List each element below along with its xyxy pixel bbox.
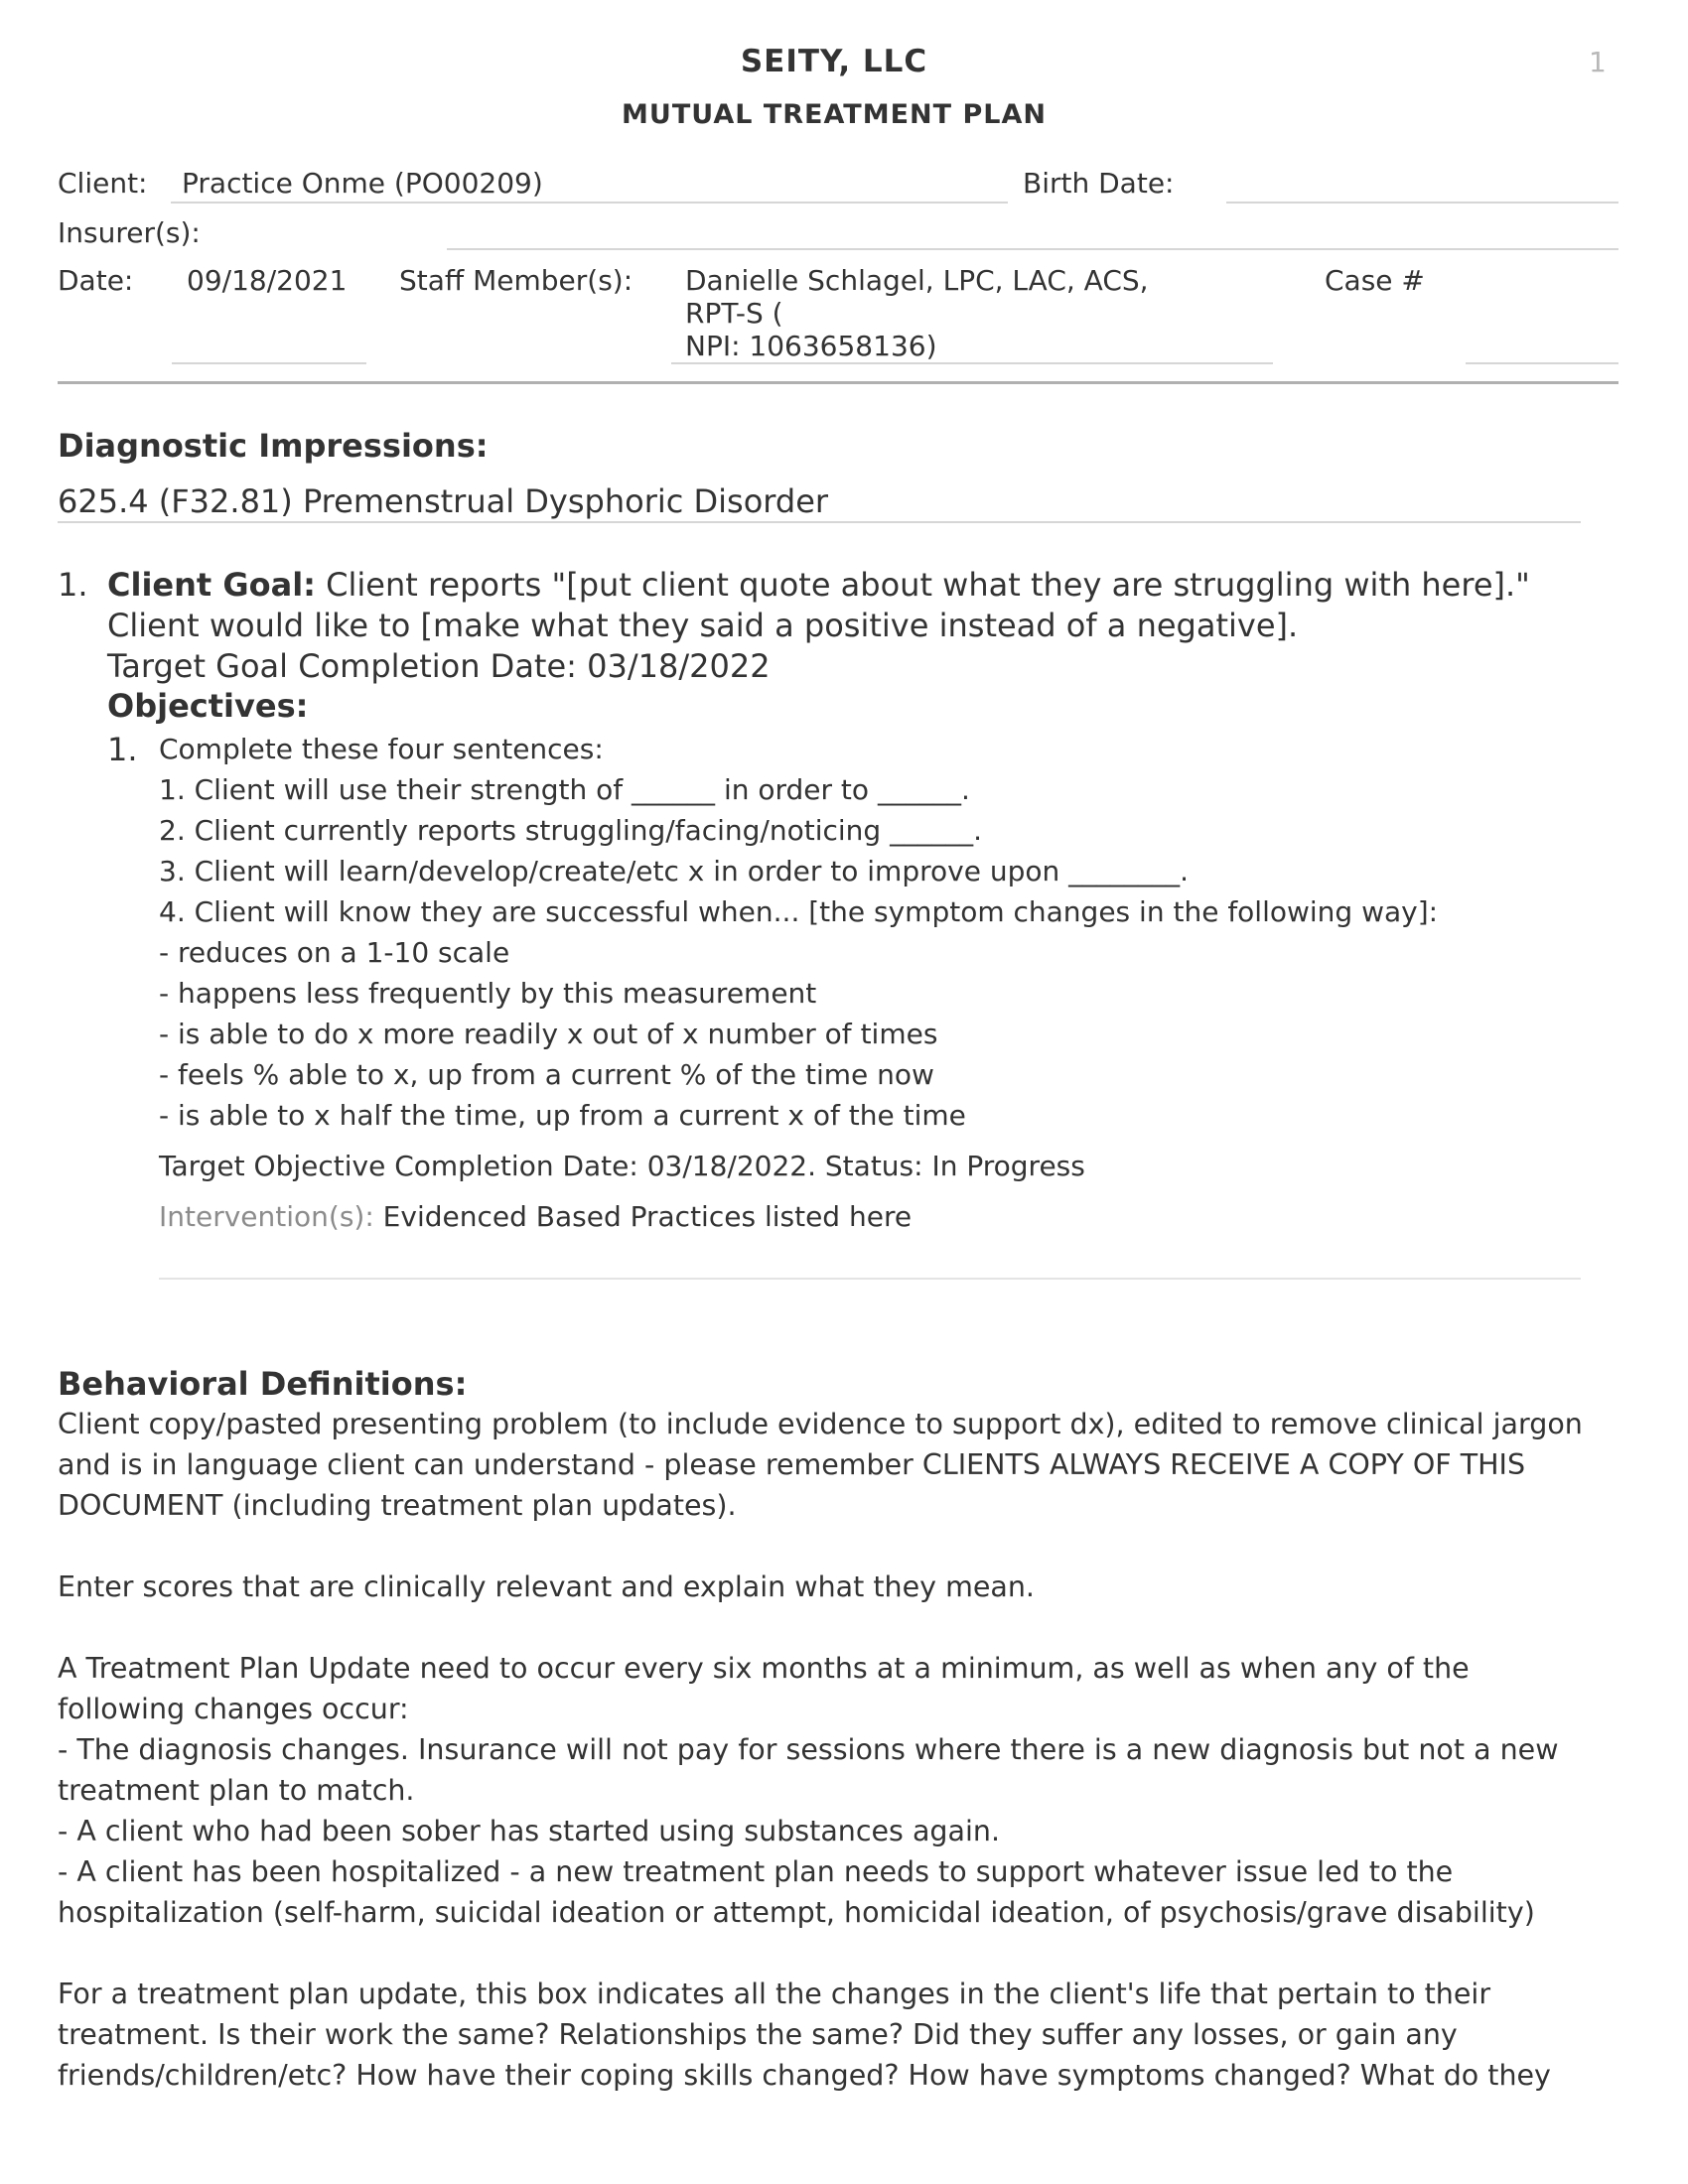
company-name: SEITY, LLC: [740, 44, 928, 79]
diagnosis-underline: [58, 521, 1581, 523]
objective-divider: [159, 1278, 1581, 1280]
staff-line-3: NPI: 1063658136): [685, 330, 937, 362]
client-label: Client:: [58, 167, 148, 200]
behavioral-line: A Treatment Plan Update need to occur every six months at a minimum, as well as when any of the: [58, 1652, 1470, 1685]
objective-line: - is able to x half the time, up from a current x of the time: [159, 1099, 966, 1132]
objective-line: 2. Client currently reports struggling/facing/noticing ______.: [159, 814, 982, 847]
behavioral-line: DOCUMENT (including treatment plan updates).: [58, 1489, 737, 1522]
staff-label: Staff Member(s):: [399, 264, 633, 297]
goal-target-date: Target Goal Completion Date: 03/18/2022: [107, 647, 771, 685]
behavioral-line: treatment plan to match.: [58, 1774, 415, 1807]
objective-line: Complete these four sentences:: [159, 733, 604, 765]
goal-label: Client Goal:: [107, 566, 316, 604]
date-label: Date:: [58, 264, 134, 297]
behavioral-line: friends/children/etc? How have their coping skills changed? How have symptoms changed? What do they: [58, 2059, 1551, 2092]
case-underline: [1466, 362, 1618, 364]
objective-target: Target Objective Completion Date: 03/18/2022. Status: In Progress: [159, 1150, 1085, 1182]
intervention-line: [159, 1200, 912, 1233]
diagnosis-item: 625.4 (F32.81) Premenstrual Dysphoric Disorder: [58, 482, 829, 520]
goal-line-1: [107, 566, 1530, 604]
date-underline: [172, 362, 366, 364]
birth-date-label: Birth Date:: [1023, 167, 1175, 200]
diagnostic-heading: Diagnostic Impressions:: [58, 427, 489, 465]
birth-date-underline: [1226, 202, 1618, 204]
behavioral-line: hospitalization (self-harm, suicidal ideation or attempt, homicidal ideation, of psychosis/grave disability): [58, 1896, 1535, 1929]
objective-line: - reduces on a 1-10 scale: [159, 936, 510, 969]
intervention-value: Evidenced Based Practices listed here: [373, 1200, 913, 1233]
document-title: MUTUAL TREATMENT PLAN: [622, 99, 1047, 130]
insurer-label: Insurer(s):: [58, 216, 201, 249]
behavioral-line: treatment. Is their work the same? Relationships the same? Did they suffer any losses, or gain any: [58, 2018, 1458, 2051]
objective-line: - happens less frequently by this measurement: [159, 977, 817, 1010]
behavioral-line: - The diagnosis changes. Insurance will not pay for sessions where there is a new diagnosis but not a new: [58, 1733, 1559, 1766]
behavioral-line: - A client who had been sober has started using substances again.: [58, 1815, 1001, 1847]
objective-number: 1.: [107, 731, 138, 768]
goal-text-1: Client reports "[put client quote about what they are struggling with here].": [315, 566, 1530, 604]
behavioral-line: - A client has been hospitalized - a new treatment plan needs to support whatever issue led to the: [58, 1855, 1454, 1888]
client-underline: [171, 202, 1008, 204]
header-divider: [58, 381, 1618, 384]
behavioral-line: and is in language client can understand - please remember CLIENTS ALWAYS RECEIVE A COPY OF THIS: [58, 1448, 1526, 1481]
behavioral-line: Enter scores that are clinically relevant and explain what they mean.: [58, 1570, 1035, 1603]
objective-line: - is able to do x more readily x out of x number of times: [159, 1018, 938, 1050]
objective-line: - feels % able to x, up from a current % of the time now: [159, 1058, 934, 1091]
objective-line: 4. Client will know they are successful when... [the symptom changes in the following way]:: [159, 895, 1439, 928]
goal-line-2: Client would like to [make what they said a positive instead of a negative].: [107, 607, 1299, 644]
intervention-label: Intervention(s):: [159, 1200, 374, 1233]
behavioral-heading: Behavioral Definitions:: [58, 1365, 468, 1403]
staff-underline: [671, 362, 1273, 364]
date-value: 09/18/2021: [187, 264, 348, 297]
staff-line-2: RPT-S (: [685, 297, 783, 330]
behavioral-line: Client copy/pasted presenting problem (to include evidence to support dx), edited to remove clinical jargon: [58, 1408, 1583, 1440]
page-number: 1: [1589, 46, 1607, 78]
staff-line-1: Danielle Schlagel, LPC, LAC, ACS,: [685, 264, 1149, 297]
behavioral-line: For a treatment plan update, this box indicates all the changes in the client's life that pertain to their: [58, 1978, 1491, 2010]
behavioral-line: following changes occur:: [58, 1693, 409, 1725]
objective-line: 3. Client will learn/develop/create/etc x in order to improve upon ________.: [159, 855, 1190, 887]
objectives-heading: Objectives:: [107, 687, 309, 725]
client-value: Practice Onme (PO00209): [182, 167, 543, 200]
objective-line: 1. Client will use their strength of ______ in order to ______.: [159, 773, 970, 806]
case-label: Case #: [1325, 264, 1425, 297]
goal-number: 1.: [58, 566, 88, 604]
insurer-underline: [447, 248, 1618, 250]
